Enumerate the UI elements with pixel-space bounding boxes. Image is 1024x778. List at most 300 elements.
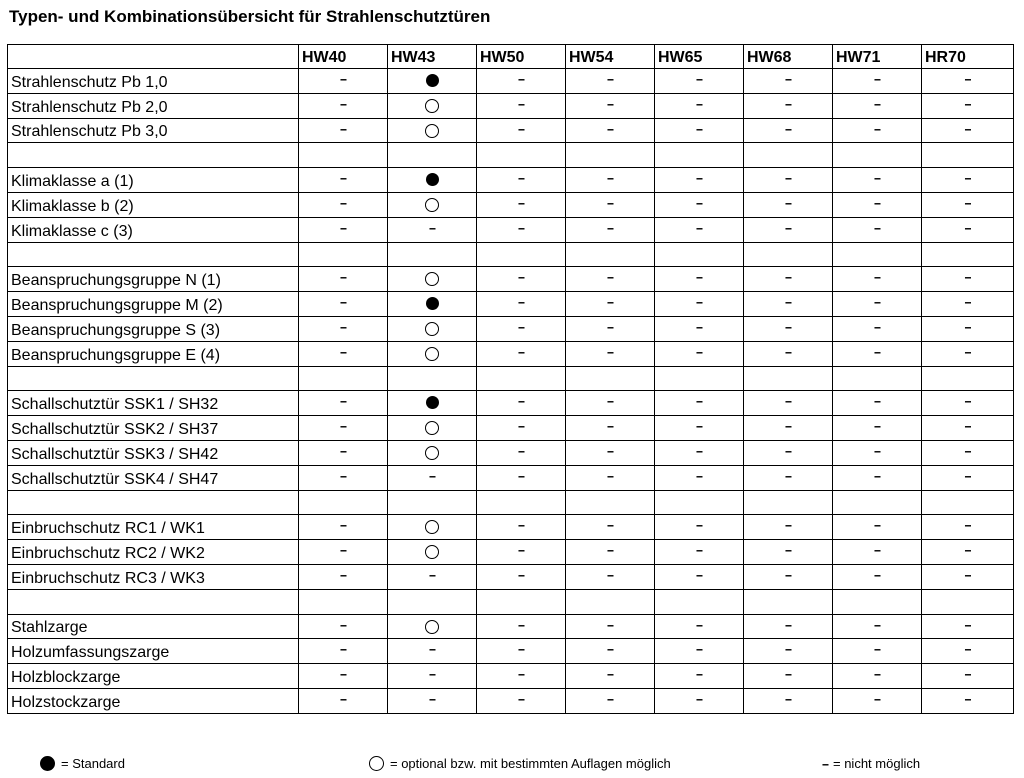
not-possible-mark: --: [607, 667, 613, 682]
not-possible-mark: --: [340, 443, 346, 458]
matrix-cell: [566, 416, 655, 441]
column-header: HW65: [655, 45, 744, 69]
not-possible-mark: --: [518, 691, 524, 706]
filled-circle-icon: [426, 396, 439, 409]
matrix-cell: [566, 564, 655, 589]
matrix-cell: [477, 316, 566, 341]
matrix-cell: [299, 490, 388, 515]
matrix-cell: [655, 688, 744, 713]
matrix-cell: [922, 267, 1014, 292]
not-possible-mark: --: [785, 270, 791, 285]
not-possible-mark: --: [874, 419, 880, 434]
matrix-cell: [833, 564, 922, 589]
table-row: [8, 639, 1014, 664]
matrix-cell: [833, 341, 922, 366]
matrix-cell: [655, 217, 744, 242]
matrix-cell: [477, 93, 566, 118]
matrix-cell: [744, 341, 833, 366]
row-label: Schallschutztür SSK4 / SH47: [8, 465, 299, 490]
matrix-cell: [922, 465, 1014, 490]
not-possible-mark: --: [518, 220, 524, 235]
not-possible-mark: --: [785, 567, 791, 582]
not-possible-mark: --: [518, 667, 524, 682]
not-possible-mark: --: [340, 195, 346, 210]
not-possible-mark: --: [518, 319, 524, 334]
row-label: Stahlzarge: [8, 614, 299, 639]
not-possible-mark: --: [607, 691, 613, 706]
matrix-cell: [922, 242, 1014, 267]
row-label: [8, 143, 299, 168]
matrix-cell: [833, 614, 922, 639]
not-possible-mark: --: [785, 642, 791, 657]
not-possible-mark: --: [340, 171, 346, 186]
matrix-cell: [833, 515, 922, 540]
not-possible-mark: --: [964, 691, 971, 706]
matrix-cell: [388, 69, 477, 94]
not-possible-mark: --: [874, 617, 880, 632]
matrix-cell: [566, 168, 655, 193]
not-possible-mark: --: [518, 270, 524, 285]
matrix-cell: [477, 639, 566, 664]
matrix-cell: [566, 688, 655, 713]
not-possible-mark: --: [518, 295, 524, 310]
not-possible-mark: --: [607, 171, 613, 186]
not-possible-mark: --: [518, 419, 524, 434]
matrix-cell: [922, 93, 1014, 118]
matrix-cell: [655, 540, 744, 565]
matrix-cell: [833, 118, 922, 143]
matrix-cell: [744, 416, 833, 441]
not-possible-mark: --: [964, 344, 971, 359]
matrix-cell: [833, 168, 922, 193]
filled-circle-icon: [426, 74, 439, 87]
matrix-cell: [388, 168, 477, 193]
matrix-cell: [744, 589, 833, 614]
not-possible-mark: --: [518, 518, 524, 533]
not-possible-mark: --: [874, 518, 880, 533]
row-label: Klimaklasse c (3): [8, 217, 299, 242]
matrix-cell: [566, 292, 655, 317]
matrix-cell: [744, 93, 833, 118]
matrix-cell: [477, 688, 566, 713]
not-possible-mark: --: [607, 443, 613, 458]
not-possible-mark: --: [340, 468, 346, 483]
not-possible-mark: --: [785, 443, 791, 458]
matrix-cell: [388, 564, 477, 589]
matrix-cell: [655, 93, 744, 118]
table-row: [8, 267, 1014, 292]
table-row: [8, 515, 1014, 540]
matrix-cell: [477, 143, 566, 168]
not-possible-mark: --: [340, 667, 346, 682]
matrix-cell: [388, 292, 477, 317]
not-possible-mark: --: [607, 319, 613, 334]
matrix-cell: [299, 688, 388, 713]
matrix-cell: [477, 118, 566, 143]
not-possible-mark: --: [964, 220, 971, 235]
spacer-row: [8, 242, 1014, 267]
not-possible-mark: --: [607, 72, 613, 86]
empty-circle-icon: [425, 272, 439, 286]
row-label: Beanspruchungsgruppe N (1): [8, 267, 299, 292]
matrix-cell: [566, 639, 655, 664]
table-row: [8, 93, 1014, 118]
matrix-cell: [922, 292, 1014, 317]
not-possible-mark: --: [696, 171, 702, 186]
not-possible-mark: --: [785, 691, 791, 706]
not-possible-mark: --: [785, 518, 791, 533]
matrix-cell: [566, 316, 655, 341]
not-possible-mark: --: [964, 96, 971, 111]
column-header: HW43: [388, 45, 477, 69]
matrix-cell: [744, 316, 833, 341]
matrix-cell: [744, 440, 833, 465]
row-label: Holzstockzarge: [8, 688, 299, 713]
not-possible-mark: --: [785, 419, 791, 434]
matrix-cell: [833, 143, 922, 168]
matrix-cell: [833, 440, 922, 465]
matrix-cell: [299, 540, 388, 565]
matrix-cell: [655, 465, 744, 490]
not-possible-mark: --: [964, 567, 971, 582]
matrix-cell: [922, 440, 1014, 465]
not-possible-mark: --: [964, 468, 971, 483]
page-title: Typen- und Kombinationsübersicht für Strahlenschutztüren: [9, 7, 491, 26]
matrix-cell: [655, 341, 744, 366]
matrix-cell: [299, 217, 388, 242]
not-possible-mark: --: [696, 468, 702, 483]
matrix-cell: [655, 267, 744, 292]
header-row: [8, 45, 1014, 69]
matrix-cell: [833, 688, 922, 713]
matrix-cell: [388, 515, 477, 540]
not-possible-mark: --: [607, 121, 613, 136]
matrix-cell: [477, 465, 566, 490]
matrix-cell: [299, 93, 388, 118]
not-possible-mark: --: [964, 295, 971, 310]
row-label: Einbruchschutz RC3 / WK3: [8, 564, 299, 589]
table-row: [8, 292, 1014, 317]
matrix-cell: [744, 391, 833, 416]
matrix-cell: [655, 242, 744, 267]
matrix-cell: [477, 168, 566, 193]
row-label: Beanspruchungsgruppe E (4): [8, 341, 299, 366]
not-possible-mark: --: [874, 468, 880, 483]
row-label: Klimaklasse a (1): [8, 168, 299, 193]
matrix-cell: [922, 540, 1014, 565]
not-possible-mark: --: [874, 270, 880, 285]
not-possible-mark: --: [340, 121, 346, 136]
matrix-cell: [922, 688, 1014, 713]
not-possible-mark: --: [964, 394, 971, 409]
matrix-cell: [477, 664, 566, 689]
matrix-cell: [744, 69, 833, 94]
not-possible-mark: --: [518, 642, 524, 657]
corner-cell: [8, 45, 299, 69]
table-row: [8, 664, 1014, 689]
matrix-cell: [477, 490, 566, 515]
not-possible-mark: --: [429, 567, 435, 582]
matrix-cell: [388, 93, 477, 118]
table-row: [8, 118, 1014, 143]
column-header: HR70: [922, 45, 1014, 69]
not-possible-mark: --: [518, 468, 524, 483]
not-possible-mark: --: [607, 220, 613, 235]
matrix-cell: [744, 614, 833, 639]
matrix-cell: [299, 440, 388, 465]
not-possible-mark: --: [518, 567, 524, 582]
matrix-cell: [922, 639, 1014, 664]
matrix-cell: [388, 316, 477, 341]
table-row: [8, 192, 1014, 217]
not-possible-mark: --: [964, 642, 971, 657]
not-possible-mark: --: [785, 195, 791, 210]
not-possible-mark: --: [429, 667, 435, 682]
matrix-cell: [566, 69, 655, 94]
matrix-cell: [655, 614, 744, 639]
matrix-cell: [299, 366, 388, 391]
matrix-cell: [388, 490, 477, 515]
not-possible-mark: --: [340, 691, 346, 706]
matrix-cell: [299, 589, 388, 614]
not-possible-mark: --: [696, 543, 702, 558]
matrix-cell: [655, 366, 744, 391]
matrix-cell: [655, 143, 744, 168]
matrix-cell: [388, 242, 477, 267]
matrix-cell: [744, 664, 833, 689]
not-possible-mark: --: [518, 394, 524, 409]
matrix-cell: [744, 217, 833, 242]
empty-circle-icon: [369, 756, 384, 771]
matrix-cell: [922, 515, 1014, 540]
row-label: Einbruchschutz RC2 / WK2: [8, 540, 299, 565]
matrix-cell: [477, 192, 566, 217]
row-label: Strahlenschutz Pb 2,0: [8, 93, 299, 118]
not-possible-mark: --: [964, 121, 971, 136]
matrix-cell: [388, 366, 477, 391]
combination-table: [7, 44, 1014, 714]
matrix-cell: [833, 69, 922, 94]
matrix-cell: [922, 316, 1014, 341]
not-possible-mark: --: [696, 270, 702, 285]
matrix-cell: [299, 192, 388, 217]
not-possible-mark: --: [696, 443, 702, 458]
not-possible-mark: --: [874, 344, 880, 359]
matrix-cell: [833, 589, 922, 614]
matrix-cell: [299, 267, 388, 292]
not-possible-mark: --: [696, 220, 702, 235]
filled-circle-icon: [426, 173, 439, 186]
empty-circle-icon: [425, 124, 439, 138]
not-possible-mark: --: [696, 667, 702, 682]
matrix-cell: [922, 69, 1014, 94]
not-possible-mark: --: [696, 121, 702, 136]
matrix-cell: [922, 168, 1014, 193]
spacer-row: [8, 143, 1014, 168]
not-possible-mark: --: [785, 96, 791, 111]
matrix-cell: [477, 564, 566, 589]
matrix-cell: [744, 267, 833, 292]
not-possible-mark: --: [340, 518, 346, 533]
not-possible-mark: --: [964, 72, 971, 86]
not-possible-mark: --: [607, 543, 613, 558]
not-possible-mark: --: [785, 468, 791, 483]
not-possible-mark: --: [874, 96, 880, 111]
matrix-cell: [744, 465, 833, 490]
row-label: Strahlenschutz Pb 3,0: [8, 118, 299, 143]
not-possible-mark: --: [785, 394, 791, 409]
table-body: [8, 69, 1014, 714]
matrix-cell: [477, 69, 566, 94]
matrix-cell: [299, 168, 388, 193]
not-possible-mark: --: [340, 96, 346, 111]
matrix-cell: [388, 664, 477, 689]
table-row: [8, 391, 1014, 416]
matrix-cell: [477, 540, 566, 565]
matrix-cell: [833, 292, 922, 317]
matrix-cell: [655, 168, 744, 193]
matrix-cell: [477, 292, 566, 317]
not-possible-mark: --: [607, 394, 613, 409]
legend-none-label: = nicht möglich: [833, 756, 921, 771]
matrix-cell: [744, 366, 833, 391]
not-possible-mark: --: [785, 121, 791, 136]
matrix-cell: [744, 515, 833, 540]
empty-circle-icon: [425, 446, 439, 460]
spacer-row: [8, 490, 1014, 515]
matrix-cell: [477, 391, 566, 416]
not-possible-mark: --: [340, 295, 346, 310]
not-possible-mark: --: [607, 344, 613, 359]
row-label: [8, 242, 299, 267]
matrix-cell: [833, 192, 922, 217]
spacer-row: [8, 366, 1014, 391]
not-possible-mark: --: [964, 419, 971, 434]
not-possible-mark: --: [874, 195, 880, 210]
row-label: Einbruchschutz RC1 / WK1: [8, 515, 299, 540]
matrix-cell: [922, 118, 1014, 143]
legend-standard-label: = Standard: [61, 756, 125, 771]
matrix-cell: [922, 664, 1014, 689]
matrix-cell: [566, 93, 655, 118]
table-row: [8, 540, 1014, 565]
matrix-cell: [922, 416, 1014, 441]
not-possible-mark: --: [340, 419, 346, 434]
matrix-cell: [299, 341, 388, 366]
not-possible-mark: --: [696, 642, 702, 657]
matrix-cell: [744, 540, 833, 565]
not-possible-mark: --: [964, 518, 971, 533]
not-possible-mark: --: [964, 195, 971, 210]
matrix-cell: [655, 391, 744, 416]
not-possible-mark: --: [874, 443, 880, 458]
not-possible-mark: --: [964, 667, 971, 682]
not-possible-mark: --: [964, 171, 971, 186]
matrix-cell: [655, 69, 744, 94]
matrix-cell: [744, 490, 833, 515]
matrix-cell: [299, 242, 388, 267]
matrix-cell: [833, 217, 922, 242]
matrix-cell: [477, 589, 566, 614]
not-possible-mark: --: [785, 171, 791, 186]
empty-circle-icon: [425, 322, 439, 336]
not-possible-mark: --: [874, 72, 880, 86]
matrix-cell: [744, 143, 833, 168]
matrix-cell: [566, 341, 655, 366]
not-possible-mark: --: [429, 468, 435, 483]
matrix-cell: [566, 614, 655, 639]
not-possible-mark: --: [696, 72, 702, 86]
not-possible-mark: --: [518, 344, 524, 359]
matrix-cell: [388, 614, 477, 639]
not-possible-mark: --: [696, 567, 702, 582]
not-possible-mark: --: [874, 394, 880, 409]
not-possible-mark: --: [785, 319, 791, 334]
spacer-row: [8, 589, 1014, 614]
legend-none-symbol: --: [822, 756, 828, 771]
matrix-cell: [388, 341, 477, 366]
matrix-cell: [922, 490, 1014, 515]
matrix-cell: [299, 614, 388, 639]
row-label: Beanspruchungsgruppe S (3): [8, 316, 299, 341]
table-row: [8, 564, 1014, 589]
matrix-cell: [833, 93, 922, 118]
row-label: Klimaklasse b (2): [8, 192, 299, 217]
matrix-cell: [833, 316, 922, 341]
not-possible-mark: --: [607, 419, 613, 434]
not-possible-mark: --: [518, 96, 524, 111]
not-possible-mark: --: [874, 319, 880, 334]
empty-circle-icon: [425, 520, 439, 534]
matrix-cell: [477, 341, 566, 366]
matrix-cell: [922, 589, 1014, 614]
matrix-cell: [566, 440, 655, 465]
not-possible-mark: --: [429, 220, 435, 235]
not-possible-mark: --: [340, 72, 346, 86]
matrix-cell: [477, 242, 566, 267]
matrix-cell: [833, 639, 922, 664]
matrix-cell: [833, 664, 922, 689]
matrix-cell: [655, 639, 744, 664]
not-possible-mark: --: [874, 567, 880, 582]
table-row: [8, 168, 1014, 193]
empty-circle-icon: [425, 545, 439, 559]
matrix-cell: [566, 143, 655, 168]
table-row: [8, 614, 1014, 639]
row-label: Holzblockzarge: [8, 664, 299, 689]
not-possible-mark: --: [607, 195, 613, 210]
matrix-cell: [744, 242, 833, 267]
matrix-cell: [744, 688, 833, 713]
matrix-cell: [655, 490, 744, 515]
matrix-cell: [833, 366, 922, 391]
matrix-cell: [299, 292, 388, 317]
matrix-cell: [655, 589, 744, 614]
empty-circle-icon: [425, 421, 439, 435]
matrix-cell: [655, 316, 744, 341]
matrix-cell: [388, 267, 477, 292]
matrix-cell: [299, 69, 388, 94]
matrix-cell: [299, 564, 388, 589]
not-possible-mark: --: [696, 96, 702, 111]
matrix-cell: [566, 515, 655, 540]
not-possible-mark: --: [785, 667, 791, 682]
not-possible-mark: --: [785, 617, 791, 632]
not-possible-mark: --: [785, 295, 791, 310]
not-possible-mark: --: [607, 270, 613, 285]
not-possible-mark: --: [696, 295, 702, 310]
matrix-cell: [299, 465, 388, 490]
